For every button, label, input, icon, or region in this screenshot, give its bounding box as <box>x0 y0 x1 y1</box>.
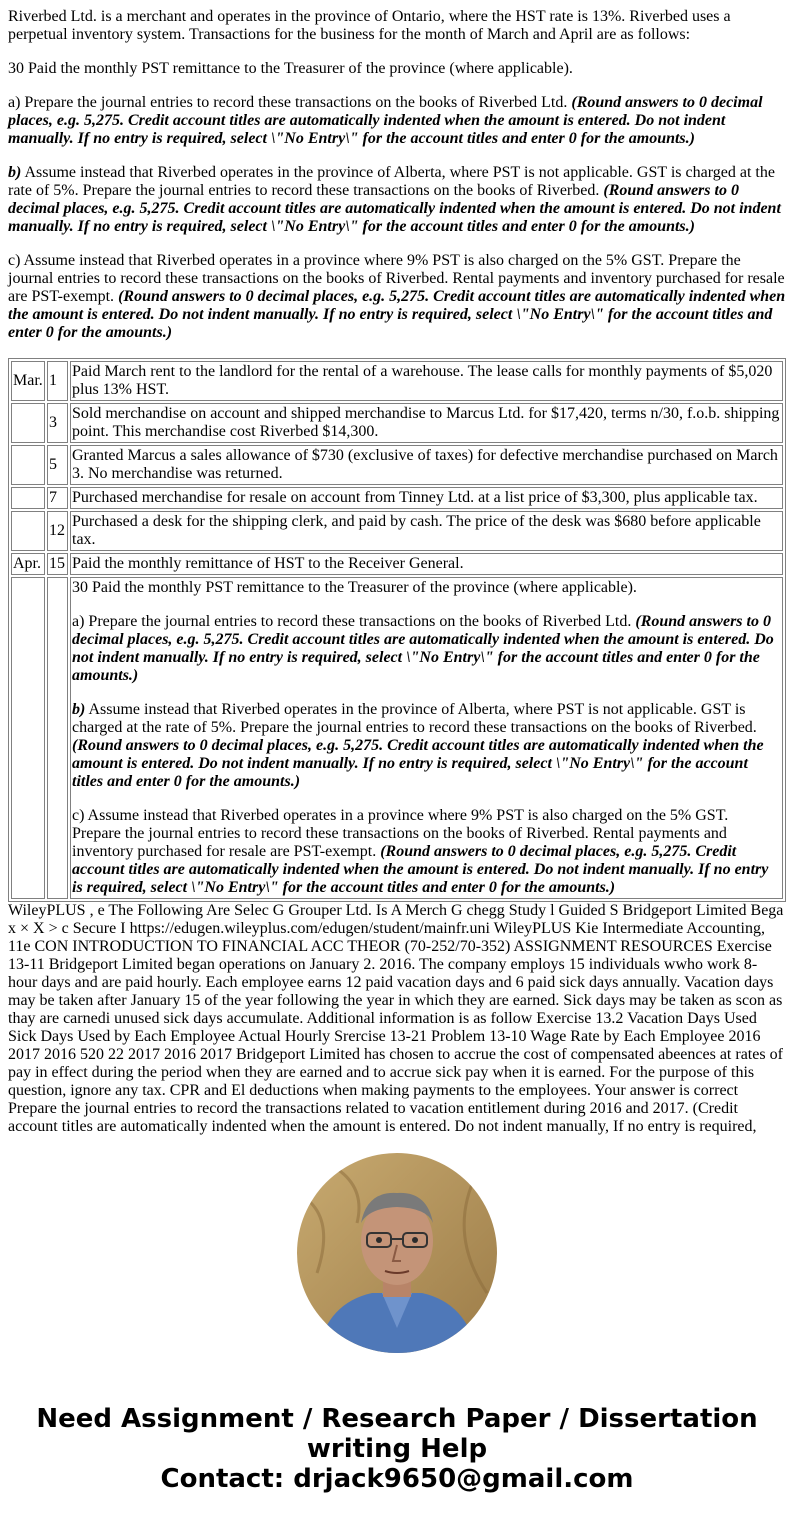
description-cell <box>70 577 783 899</box>
description-cell: Purchased a desk for the shipping clerk, and paid by cash. The price of the desk was $680 before applicable tax. <box>70 511 783 551</box>
day-cell: 15 <box>47 553 68 575</box>
month-cell <box>11 511 45 551</box>
intro-pst-note: 30 Paid the monthly PST remittance to the Treasurer of the province (where applicable). <box>8 60 573 77</box>
table-row <box>11 361 783 401</box>
banner-line-1: Need Assignment / Research Paper / Dissertation <box>36 1404 758 1434</box>
last-row-part-b-label: b) <box>72 701 86 718</box>
part-b-label: b) <box>8 164 22 181</box>
table-row <box>11 577 783 899</box>
banner-contact: Contact: drjack9650@gmail.com <box>160 1464 634 1494</box>
day-cell: 1 <box>47 361 68 401</box>
intro-paragraph: Riverbed Ltd. is a merchant and operates in the province of Ontario, where the HST rate is 13%. Riverbed uses a perpetual inventory system. Transactions for the business for the month of March and April are as follows: <box>8 8 731 43</box>
part-b-text: Assume instead that Riverbed operates in the province of Alberta, where PST is not applicable. GST is charged at the rate of 5%. Prepare the journal entries to record these transactions on the books of Riverbed. <box>8 164 775 199</box>
last-row-part-a <box>72 613 781 685</box>
day-cell: 7 <box>47 487 68 509</box>
last-row-part-a-text: a) Prepare the journal entries to record these transactions on the books of Riverbed Ltd. <box>72 613 636 630</box>
month-cell <box>11 403 45 443</box>
month-cell <box>11 577 45 899</box>
description-cell: Paid the monthly remittance of HST to the Receiver General. <box>70 553 783 575</box>
table-row <box>11 487 783 509</box>
person-portrait-icon <box>297 1153 497 1353</box>
avatar <box>297 1153 497 1353</box>
banner-line-2: writing Help <box>306 1434 488 1464</box>
month-cell: Mar. <box>11 361 45 401</box>
part-c-rounding-note: (Round answers to 0 decimal places, e.g. 5,275. Credit account titles are automatically indented when the amount is entered. Do not indent manually. If no entry is required, select \"No Entry\" for the account titles and enter 0 for the amounts.) <box>8 288 786 341</box>
table-row <box>11 553 783 575</box>
part-c-text: c) Assume instead that Riverbed operates in a province where 9% PST is also charged on the 5% GST. Prepare the journal entries to record these transactions on the books of Riverbed. Rental payments and inventory purchased for resale are PST-exempt. <box>8 252 785 305</box>
description-cell: Granted Marcus a sales allowance of $730 (exclusive of taxes) for defective merchandise purchased on March 3. No merchandise was returned. <box>70 445 783 485</box>
part-a-instructions <box>8 94 786 148</box>
day-cell: 12 <box>47 511 68 551</box>
last-row-part-c <box>72 807 781 897</box>
transactions-table <box>8 358 786 902</box>
description-cell: Paid March rent to the landlord for the rental of a warehouse. The lease calls for monthly payments of $5,020 plus 13% HST. <box>70 361 783 401</box>
part-c-instructions <box>8 252 786 342</box>
table-row <box>11 511 783 551</box>
table-row <box>11 445 783 485</box>
part-b-instructions <box>8 164 786 236</box>
day-cell: 3 <box>47 403 68 443</box>
month-cell: Apr. <box>11 553 45 575</box>
promo-banner <box>0 1404 794 1494</box>
last-row-part-b <box>72 701 781 791</box>
last-row-pst-note: 30 Paid the monthly PST remittance to the Treasurer of the province (where applicable). <box>72 579 637 596</box>
month-cell <box>11 445 45 485</box>
description-cell: Purchased merchandise for resale on account from Tinney Ltd. at a list price of $3,300, plus applicable tax. <box>70 487 783 509</box>
table-row <box>11 403 783 443</box>
day-cell: 5 <box>47 445 68 485</box>
last-row-part-c-text: c) Assume instead that Riverbed operates in a province where 9% PST is also charged on the 5% GST. Prepare the journal entries to record these transactions on the books of Riverbed. Rental payments and inventory purchased for resale are PST-exempt. <box>72 807 729 860</box>
last-row-part-b-note: (Round answers to 0 decimal places, e.g. 5,275. Credit account titles are automatically indented when the amount is entered. Do not indent manually. If no entry is required, select \"No Entry\" for the account titles and enter 0 for the amounts.) <box>72 737 764 790</box>
last-row-part-a-note: (Round answers to 0 decimal places, e.g. 5,275. Credit account titles are automatically indented when the amount is entered. Do not indent manually. If no entry is required, select \"No Entry\" for the account titles and enter 0 for the amounts.) <box>72 613 774 684</box>
month-cell <box>11 487 45 509</box>
day-cell <box>47 577 68 899</box>
part-a-text: a) Prepare the journal entries to record these transactions on the books of Riverbed Ltd. <box>8 94 572 111</box>
scraped-screenshot-text: WileyPLUS , e The Following Are Selec G Grouper Ltd. Is A Merch G chegg Study l Guided S Bridgeport Limited Bega x × X > c Secure I https://edugen.wileyplus.com/edugen/student/mainfr.uni WileyPLUS Kie Intermediate Accounting, 11e CON INTRODUCTION TO FINANCIAL ACC THEOR (70-252/70-352) ASSIGNMENT RESOURCES Exercise 13-11 Bridgeport Limited began operations on January 2. 2016. The company employs 15 individuals wwho work 8-hour days and are paid hourly. Each employee earns 12 paid vacation days and 6 paid sick days annually. Vacation days may be taken after January 15 of the year following the year in which they are earned. Sick days may be taken as scon as thay are carnedi unused sick days accumulate. Additional information is as follow Exercise 13.2 Vacation Days Used Sick Days Used by Each Employee Actual Hourly Srercise 13-21 Problem 13-10 Wage Rate by Each Employee 2016 2017 2016 520 22 2017 2016 2017 Bridgeport Limited has chosen to accrue the cost of compensated abeences at rates of pay in effect during the period when they are earned and to accrue sick pay when it is earned. For the purpose of this question, ignore any tax. CPR and El deductions when making payments to the employees. Your answer is correct Prepare the journal entries to record the transactions related to vacation entitlement during 2016 and 2017. (Credit account titles are automatically indented when the amount is entered. Do not indent manually, If no entry is required, <box>8 902 784 1135</box>
description-cell: Sold merchandise on account and shipped merchandise to Marcus Ltd. for $17,420, terms n/30, f.o.b. shipping point. This merchandise cost Riverbed $14,300. <box>70 403 783 443</box>
part-b-rounding-note: (Round answers to 0 decimal places, e.g. 5,275. Credit account titles are automatically indented when the amount is entered. Do not indent manually. If no entry is required, select \"No Entry\" for the account titles and enter 0 for the amounts.) <box>8 182 781 235</box>
last-row-part-c-note: (Round answers to 0 decimal places, e.g. 5,275. Credit account titles are automatically indented when the amount is entered. Do not indent manually. If no entry is required, select \"No Entry\" for the account titles and enter 0 for the amounts.) <box>72 843 769 896</box>
last-row-part-b-text: Assume instead that Riverbed operates in the province of Alberta, where PST is not applicable. GST is charged at the rate of 5%. Prepare the journal entries to record these transactions on the books of Riverbed. <box>72 701 757 736</box>
part-a-rounding-note: (Round answers to 0 decimal places, e.g. 5,275. Credit account titles are automatically indented when the amount is entered. Do not indent manually. If no entry is required, select \"No Entry\" for the account titles and enter 0 for the amounts.) <box>8 94 763 147</box>
